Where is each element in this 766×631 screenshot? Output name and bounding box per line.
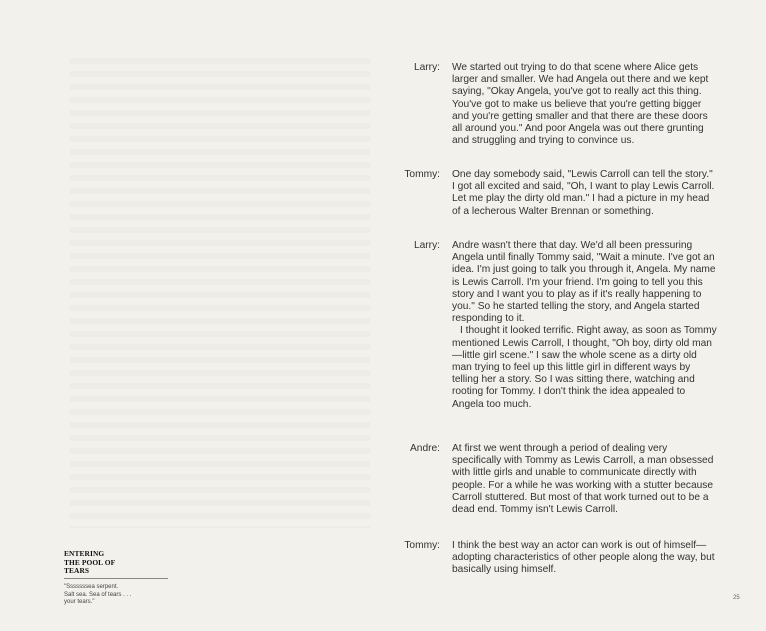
dialogue-paragraph: We started out trying to do that scene where Alice gets larger and smaller. We had Angela out there and we kept saying, "Okay Angela, you've got to really act this thing. You've got to make us believe that you're getting bigger and you're getting smaller and that there are these doors all around you." And poor Angela was out there grunting and struggling and trying to convince us.	[452, 62, 709, 147]
speaker-label: Larry:	[413, 62, 440, 73]
dialogue-paragraph-continued: I thought it looked terrific. Right away, as soon as Tommy mentioned Lewis Carroll, I thought, "Oh boy, dirty old man—little girl scene." I saw the whole scene as a dirty old man trying to feel up this little girl in different ways by telling her a story. So I was sitting there, watching and rooting for Tommy. I don't think the idea appealed to Angela too much.	[452, 325, 717, 410]
section-quote	[64, 584, 184, 607]
dialogue-paragraph: At first we went through a period of dealing very specifically with Tommy as Lewis Carroll, a man obsessed with little girls and unable to communicate directly with people. For a while he was working with a stutter because Carroll stuttered. But most of that work turned out to be a dead end. Tommy isn't Lewis Carroll.	[452, 443, 714, 516]
speaker-label: Larry:	[413, 240, 440, 251]
dialogue-paragraph: Andre wasn't there that day. We'd all been pressuring Angela until finally Tommy said, "Wait a minute. I've got an idea. I'm just going to talk you through it, Angela. My name is Lewis Carroll. I'm your friend. I'm going to tell you this story and I want you to play as if it's really happening to you." So he started telling the story, and Angela started responding to it.	[452, 240, 716, 325]
dialogue-paragraph: I think the best way an actor can work is out of himself—adopting characteristics of other people along the way, but basically using himself.	[452, 540, 715, 576]
speaker-label: Tommy:	[404, 169, 440, 180]
speaker-label: Andre:	[409, 443, 440, 454]
quote-line: your tears."	[64, 599, 95, 605]
quote-line: Salt sea. Sea of tears . . .	[64, 591, 132, 598]
dialogue-block	[452, 240, 718, 411]
show-through-text	[70, 58, 370, 528]
section-divider	[64, 578, 168, 579]
section-title-line: ENTERING	[64, 549, 105, 558]
section-title	[64, 550, 115, 576]
speaker-label: Tommy:	[404, 540, 440, 551]
section-title-line: TEARS	[64, 566, 90, 576]
quote-line: "Sssssssea serpent.	[64, 584, 119, 590]
section-title-line: THE POOL OF	[64, 557, 116, 567]
dialogue-paragraph: One day somebody said, "Lewis Carroll can tell the story." I got all excited and said, "Oh, I want to play Lewis Carroll. Let me play the dirty old man." I had a picture in my head of a lecherous Walter Brennan or something.	[452, 169, 715, 217]
page-number: 25	[733, 595, 740, 601]
